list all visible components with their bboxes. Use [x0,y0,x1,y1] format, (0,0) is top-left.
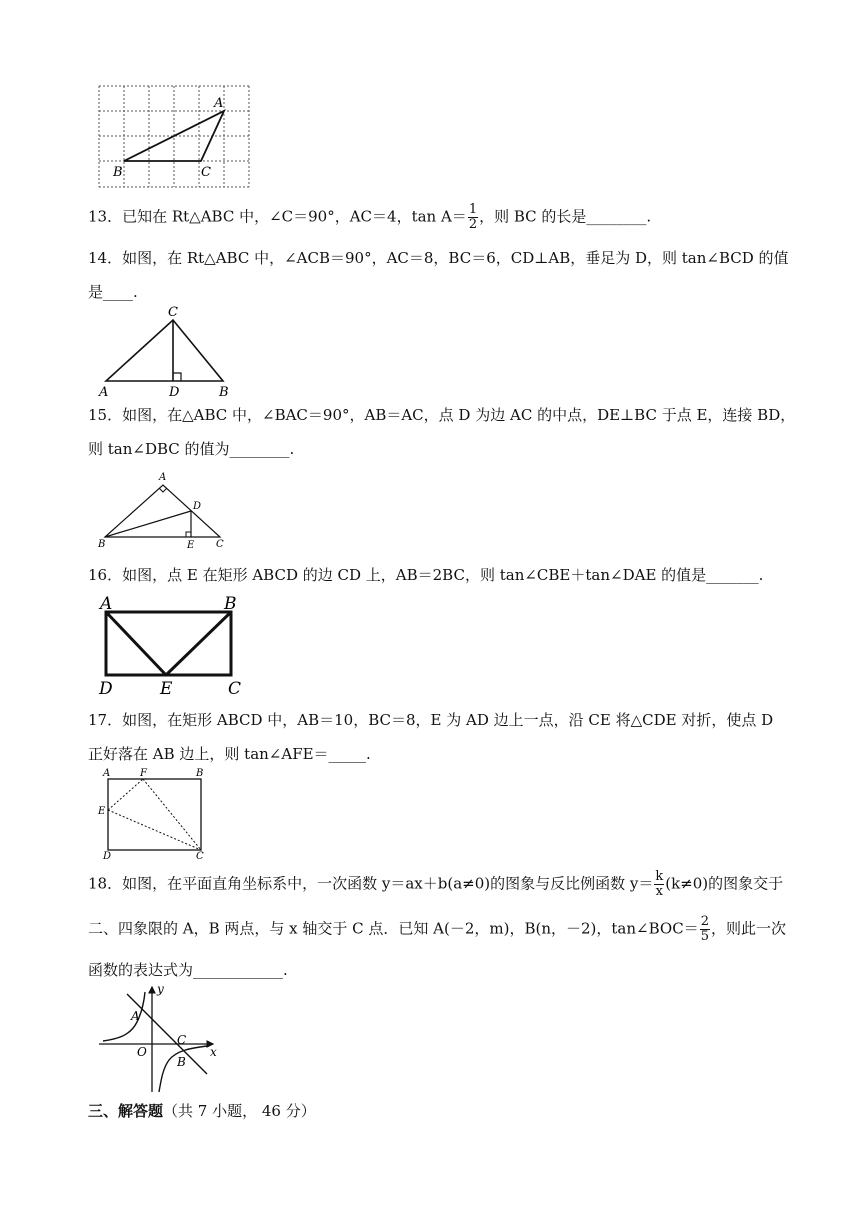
q13-text-pre: 13．已知在 Rt△ABC 中，∠C＝90°，AC＝4，tan A＝ [88,207,467,226]
label-a: A [131,1009,140,1023]
q18-frac-x: x [655,884,663,899]
label-b: B [113,165,123,180]
question-18-line3: 函数的表达式为____________. [88,961,288,979]
label-b: B [224,594,237,614]
label-b: B [98,539,106,550]
q18-line2-pre: 二、四象限的 A，B 两点，与 x 轴交于 C 点．已知 A(－2，m)，B(n，－2)，tan∠BOC＝ [88,919,699,938]
label-c: C [228,679,242,698]
q17-figure [96,766,216,862]
q18-line1-post: (k≠0)的图象交于 [665,874,784,893]
label-e: E [187,540,195,550]
q18-frac-kx [654,870,664,899]
label-b: B [219,385,229,400]
question-15-line1: 15．如图，在△ABC 中，∠BAC＝90°，AB＝AC，点 D 为边 AC 的中点，DE⊥BC 于点 E，连接 BD， [88,406,796,424]
section-3-note: （共 7 小题， 46 分） [163,1102,316,1120]
label-c: C [216,539,224,550]
question-18-line1 [88,870,783,899]
q18-frac-2: 2 [700,914,709,929]
question-14-line2: 是____. [88,283,138,301]
label-c: C [177,1033,187,1047]
q18-line2-post: ，则此一次 [710,919,786,938]
label-y: y [157,982,164,996]
label-f: F [140,768,147,779]
question-14-line1: 14．如图，在 Rt△ABC 中，∠ACB＝90°，AC＝8，BC＝6，CD⊥AB，垂足为 D，则 tan∠BCD 的值 [88,249,789,267]
q18-frac-5: 5 [700,929,709,944]
label-b: B [196,768,204,779]
q14-figure [96,304,241,400]
grid-triangle-figure [97,84,253,190]
label-b: B [177,1055,186,1069]
q15-figure [96,470,231,550]
label-d: D [103,851,112,862]
q16-figure [96,590,251,698]
question-17-line2: 正好落在 AB 边上，则 tan∠AFE＝_____. [88,745,371,763]
q13-frac-num: 1 [468,202,478,217]
label-d: D [193,501,202,512]
question-17-line1: 17．如图，在矩形 ABCD 中，AB＝10，BC＝8，E 为 AD 边上一点，沿 CE 将△CDE 对折，使点 D [88,711,774,729]
label-a: A [159,472,167,483]
question-18-line2 [88,915,786,944]
q18-line1-pre: 18．如图，在平面直角坐标系中，一次函数 y＝ax＋b(a≠0)的图象与反比例函数 y＝ [88,874,654,893]
label-d: D [169,385,180,400]
label-c: C [196,851,204,862]
q13-fraction [468,203,478,232]
q18-frac-2-5 [700,915,710,944]
question-13 [88,203,651,232]
section-3-heading [88,1100,316,1121]
question-15-line2: 则 tan∠DBC 的值为________. [88,440,295,458]
label-c: C [168,305,178,320]
q13-text-post: ，则 BC 的长是________. [479,207,652,226]
label-e: E [160,679,173,698]
label-o: O [137,1045,147,1059]
label-a: A [99,385,109,400]
label-a: A [103,768,111,779]
question-16: 16．如图，点 E 在矩形 ABCD 的边 CD 上，AB＝2BC，则 tan∠CBE＋tan∠DAE 的值是_______. [88,566,764,584]
q18-frac-k: k [655,869,664,884]
q13-frac-den: 2 [468,217,478,232]
section-3-label: 三、解答题 [88,1102,164,1120]
label-a: A [100,594,113,614]
q18-figure [97,982,222,1094]
label-c: C [201,165,211,180]
label-x: x [210,1045,217,1059]
label-a: A [214,96,224,111]
label-d: D [99,679,113,698]
label-e: E [98,806,106,817]
